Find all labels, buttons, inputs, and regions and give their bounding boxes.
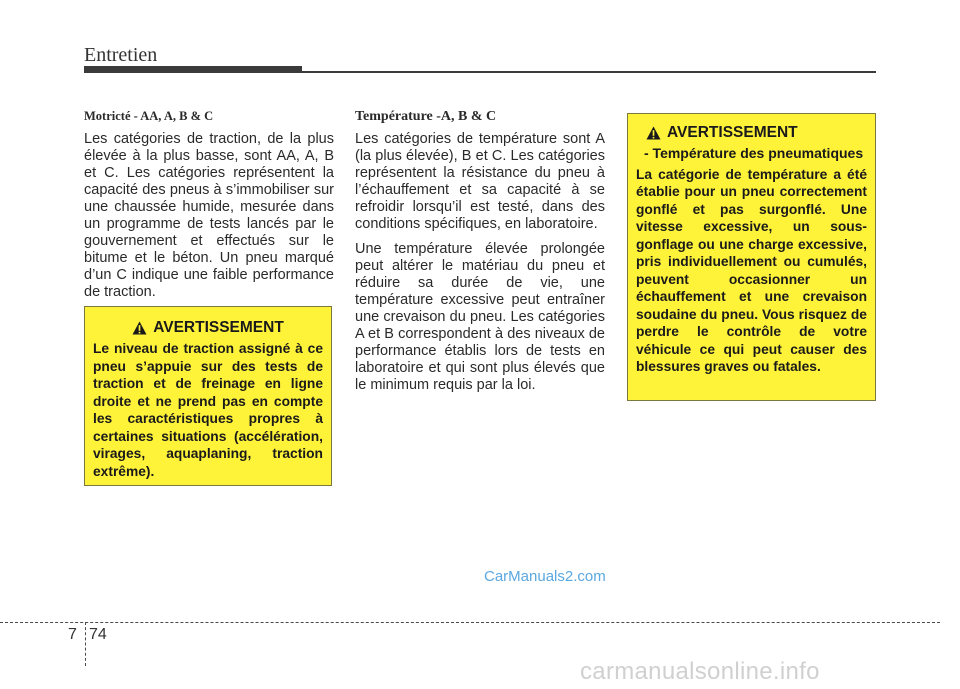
warning-title-row (93, 319, 323, 337)
header-rule-thin (84, 71, 876, 73)
warning-triangle-icon (132, 321, 147, 335)
bottom-watermark: carmanualsonline.info (580, 658, 820, 685)
warning-subtitle: - Température des pneumatiques (644, 145, 864, 161)
warning-box-traction (84, 306, 332, 486)
temperature-paragraph-2: Une température élevée prolongée peut altérer le matériau du pneu et réduire sa durée de vie, une température excessive peut entraîner une crevaison du pneu. Les catégories A et B correspondent à des niveaux de performance établis lors de tests en laboratoire et qui sont plus élevés que le minimum requis par la loi. (355, 241, 605, 393)
warning-title: AVERTISSEMENT (667, 124, 798, 141)
traction-paragraph: Les catégories de traction, de la plus élevée à la plus basse, sont AA, A, B et C. Les catégories représentent la capacité des pneus à s’immobiliser sur une chaussée humide, mesurée dans un programme de tests lancés par le gouvernement et effectués sur le bitume et le béton. Un pneu marqué d’un C indique une faible performance de traction. (84, 131, 334, 300)
column-traction (84, 108, 334, 309)
warning-text: Le niveau de traction assigné à ce pneu s’appuie sur des tests de traction et de freinage en ligne droite et ne prend pas en compte les caractéristiques propres à certaines situations (accélération, virages, aquaplaning, traction extrême). (93, 341, 323, 479)
footer-divider (0, 622, 940, 623)
page-header-title: Entretien (84, 44, 158, 66)
page-number: 74 (89, 626, 107, 643)
warning-title: AVERTISSEMENT (153, 319, 284, 336)
footer-vertical-divider (85, 622, 86, 666)
warning-title-row (636, 124, 867, 142)
warning-box-temperature (627, 113, 876, 401)
temperature-paragraph-1: Les catégories de température sont A (la plus élevée), B et C. Les catégories représentent la résistance du pneu à l’échauffement et sa capacité à se refroidir lorsqu’il est testé, dans des conditions spécifiques, en laboratoire. (355, 131, 605, 232)
column-temperature (355, 108, 605, 402)
site-watermark-link[interactable]: CarManuals2.com (484, 568, 606, 585)
warning-text: La catégorie de température a été établie pour un pneu correctement gonflé et pas surgonflé. Une vitesse excessive, un sous-gonflage ou une charge excessive, pris individuellement ou cumulés, peuvent occasionner un échauffement et une crevaison soudaine du pneu. Vous risquez de perdre le contrôle de votre véhicule ce qui peut causer des blessures graves ou fatales. (636, 166, 867, 374)
traction-heading: Motricté - AA, A, B & C (84, 109, 214, 123)
chapter-number: 7 (68, 626, 77, 643)
temperature-heading: Température -A, B & C (355, 109, 497, 124)
warning-triangle-icon (646, 126, 661, 140)
